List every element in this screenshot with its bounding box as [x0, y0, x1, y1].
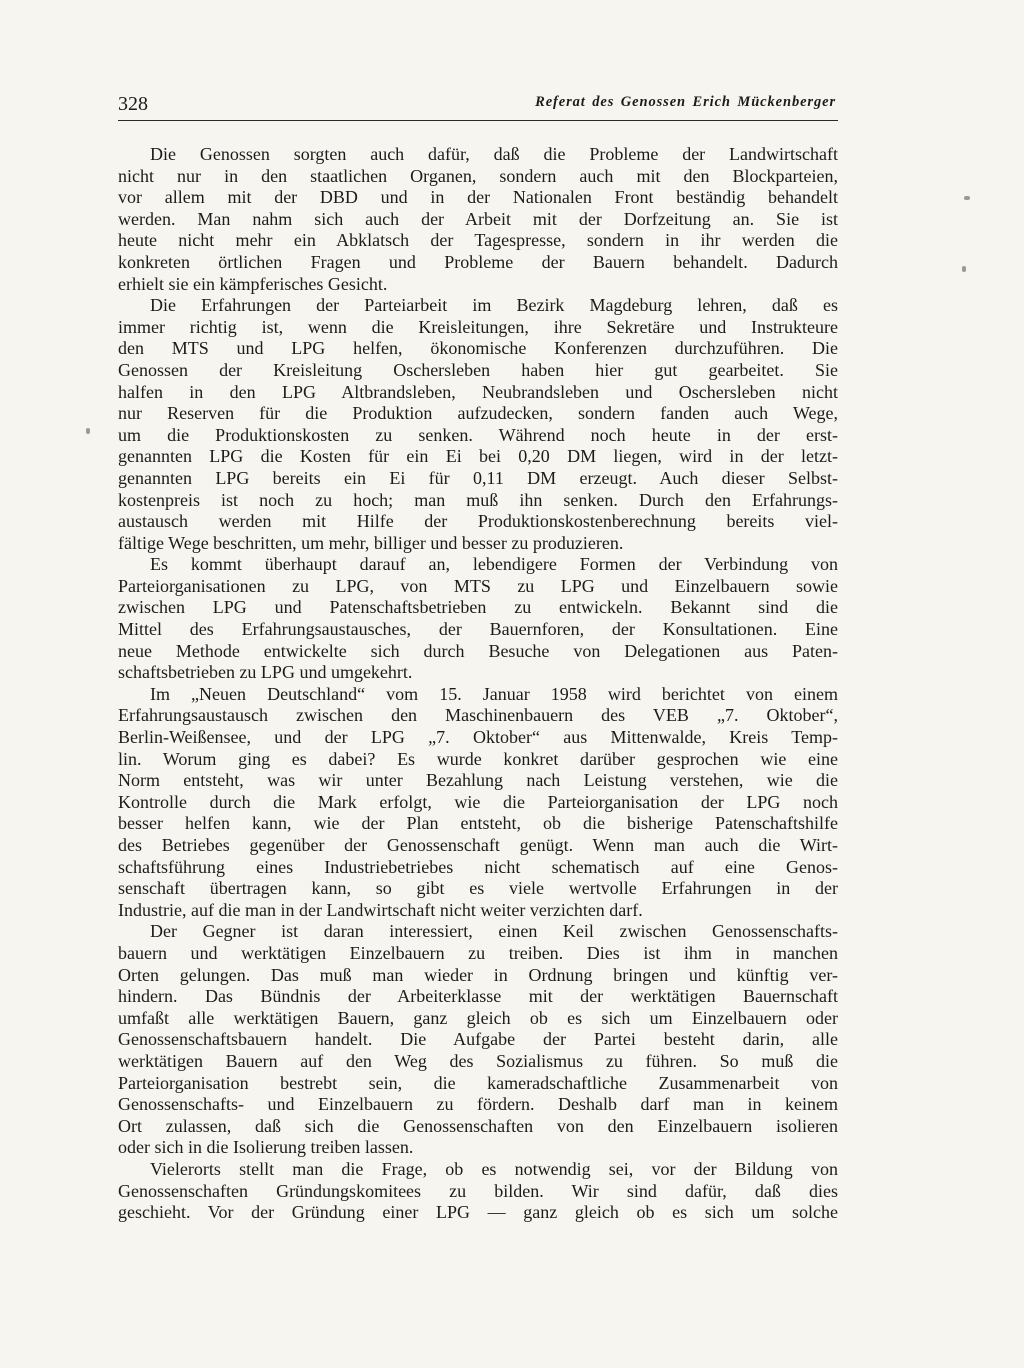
text-line: geschieht. Vor der Gründung einer LPG — ganz gleich ob es sich um solche	[118, 1202, 838, 1223]
paragraph	[118, 554, 838, 684]
text-line: schaftsführung eines Industriebetriebes nicht schematisch auf eine Genos-	[118, 856, 838, 877]
text-line: nicht nur in den staatlichen Organen, sondern auch mit den Blockparteien,	[118, 165, 838, 186]
text-line: Es kommt überhaupt darauf an, lebendigere Formen der Verbindung von	[150, 554, 838, 575]
text-line: Orten gelungen. Das muß man wieder in Ordnung bringen und künftig ver-	[118, 964, 838, 985]
text-line: neue Methode entwickelte sich durch Besuche von Delegationen aus Paten-	[118, 640, 838, 661]
text-line: Die Genossen sorgten auch dafür, daß die Probleme der Landwirtschaft	[150, 144, 838, 164]
text-line: kostenpreis ist noch zu hoch; man muß ihn senken. Durch den Erfahrungs-	[118, 489, 838, 510]
text-line: werden. Man nahm sich auch der Arbeit mit der Dorfzeitung an. Sie ist	[118, 208, 838, 229]
text-line: bauern und werktätigen Einzelbauern zu treiben. Dies ist ihm in manchen	[118, 942, 838, 963]
text-line: immer richtig ist, wenn die Kreisleitungen, ihre Sekretäre und Instrukteure	[118, 316, 838, 337]
text-line: Vielerorts stellt man die Frage, ob es notwendig sei, vor der Bildung von	[150, 1158, 838, 1179]
margin-speck	[962, 266, 966, 272]
paragraph	[118, 684, 838, 922]
text-line: des Betriebes gegenüber der Genossenschaft genügt. Wenn man auch die Wirt-	[118, 835, 838, 855]
margin-speck	[86, 428, 90, 434]
text-line: Ort zulassen, daß sich die Genossenschaften von den Einzelbauern isolieren	[118, 1115, 838, 1136]
text-line: schaftsbetrieben zu LPG und umgekehrt.	[118, 662, 413, 683]
text-line: besser helfen kann, wie der Plan entsteht, ob die bisherige Patenschaftshilfe	[118, 813, 838, 834]
text-line: genannten LPG bereits ein Ei für 0,11 DM erzeugt. Auch dieser Selbst-	[118, 467, 838, 488]
paragraph	[118, 295, 838, 554]
paragraph	[118, 144, 838, 295]
text-line: Die Erfahrungen der Parteiarbeit im Bezirk Magdeburg lehren, daß es	[150, 295, 838, 316]
text-line: um die Produktionskosten zu senken. Während noch heute in der erst-	[118, 424, 838, 445]
text-line: Der Gegner ist daran interessiert, einen Keil zwischen Genossenschafts-	[150, 921, 838, 942]
body-text	[118, 144, 838, 1224]
text-line: lin. Worum ging es dabei? Es wurde konkret darüber gesprochen wie eine	[118, 748, 838, 769]
text-line: Parteiorganisationen zu LPG, von MTS zu LPG und Einzelbauern sowie	[118, 575, 838, 596]
text-line: Im „Neuen Deutschland“ vom 15. Januar 1958 wird berichtet von einem	[150, 683, 838, 704]
text-line: austausch werden mit Hilfe der Produktionskostenberechnung bereits viel-	[118, 511, 838, 532]
text-line: Norm entsteht, was wir unter Bezahlung nach Leistung verstehen, wie die	[118, 770, 838, 791]
text-line: fältige Wege beschritten, um mehr, billiger und besser zu produzieren.	[118, 532, 624, 553]
text-line: Genossenschaftsbauern handelt. Die Aufgabe der Partei besteht darin, alle	[118, 1029, 838, 1050]
text-line: umfaßt alle werktätigen Bauern, ganz gleich ob es sich um Einzelbauern oder	[118, 1007, 838, 1028]
page-number: 328	[118, 93, 148, 115]
text-line: Mittel des Erfahrungsaustausches, der Bauernforen, der Konsultationen. Eine	[118, 619, 838, 640]
text-line: Industrie, auf die man in der Landwirtschaft nicht weiter verzichten darf.	[118, 899, 643, 920]
text-line: werktätigen Bauern auf den Weg des Sozialismus zu führen. So muß die	[118, 1050, 838, 1071]
text-line: Parteiorganisation bestrebt sein, die kameradschaftliche Zusammenarbeit von	[118, 1072, 838, 1093]
text-line: senschaft übertragen kann, so gibt es viele wertvolle Erfahrungen in der	[118, 878, 838, 899]
margin-speck	[964, 196, 970, 200]
paragraph	[118, 1159, 838, 1224]
text-line: zwischen LPG und Patenschaftsbetrieben zu entwickeln. Bekannt sind die	[118, 597, 838, 618]
text-line: heute nicht mehr ein Abklatsch der Tagespresse, sondern in ihr werden die	[118, 230, 838, 251]
text-line: Genossenschaften Gründungskomitees zu bilden. Wir sind dafür, daß dies	[118, 1180, 838, 1201]
text-line: Genossen der Kreisleitung Oschersleben haben hier gut gearbeitet. Sie	[118, 359, 838, 380]
text-line: Kontrolle durch die Mark erfolgt, wie die Parteiorganisation der LPG noch	[118, 791, 838, 812]
text-line: vor allem mit der DBD und in der Nationalen Front beständig behandelt	[118, 187, 838, 208]
text-line: Genossenschafts- und Einzelbauern zu fördern. Deshalb darf man in keinem	[118, 1094, 838, 1115]
text-line: Berlin-Weißensee, und der LPG „7. Oktober“ aus Mittenwalde, Kreis Temp-	[118, 727, 838, 748]
paragraph	[118, 921, 838, 1159]
text-line: nur Reserven für die Produktion aufzudecken, sondern fanden auch Wege,	[118, 403, 838, 424]
text-line: den MTS und LPG helfen, ökonomische Konferenzen durchzuführen. Die	[118, 338, 838, 359]
text-line: Erfahrungsaustausch zwischen den Maschinenbauern des VEB „7. Oktober“,	[118, 705, 838, 726]
text-line: halfen in den LPG Altbrandsleben, Neubrandsleben und Oschersleben nicht	[118, 381, 838, 402]
text-line: genannten LPG die Kosten für ein Ei bei 0,20 DM liegen, wird in der letzt-	[118, 446, 838, 467]
running-head: Referat des Genossen Erich Mückenberger	[535, 94, 836, 110]
text-line: oder sich in die Isolierung treiben lassen.	[118, 1137, 414, 1158]
text-line: hindern. Das Bündnis der Arbeiterklasse mit der werktätigen Bauernschaft	[118, 986, 838, 1007]
text-line: konkreten örtlichen Fragen und Probleme der Bauern behandelt. Dadurch	[118, 251, 838, 272]
text-line: erhielt sie ein kämpferisches Gesicht.	[118, 273, 388, 294]
page-header	[118, 92, 838, 121]
